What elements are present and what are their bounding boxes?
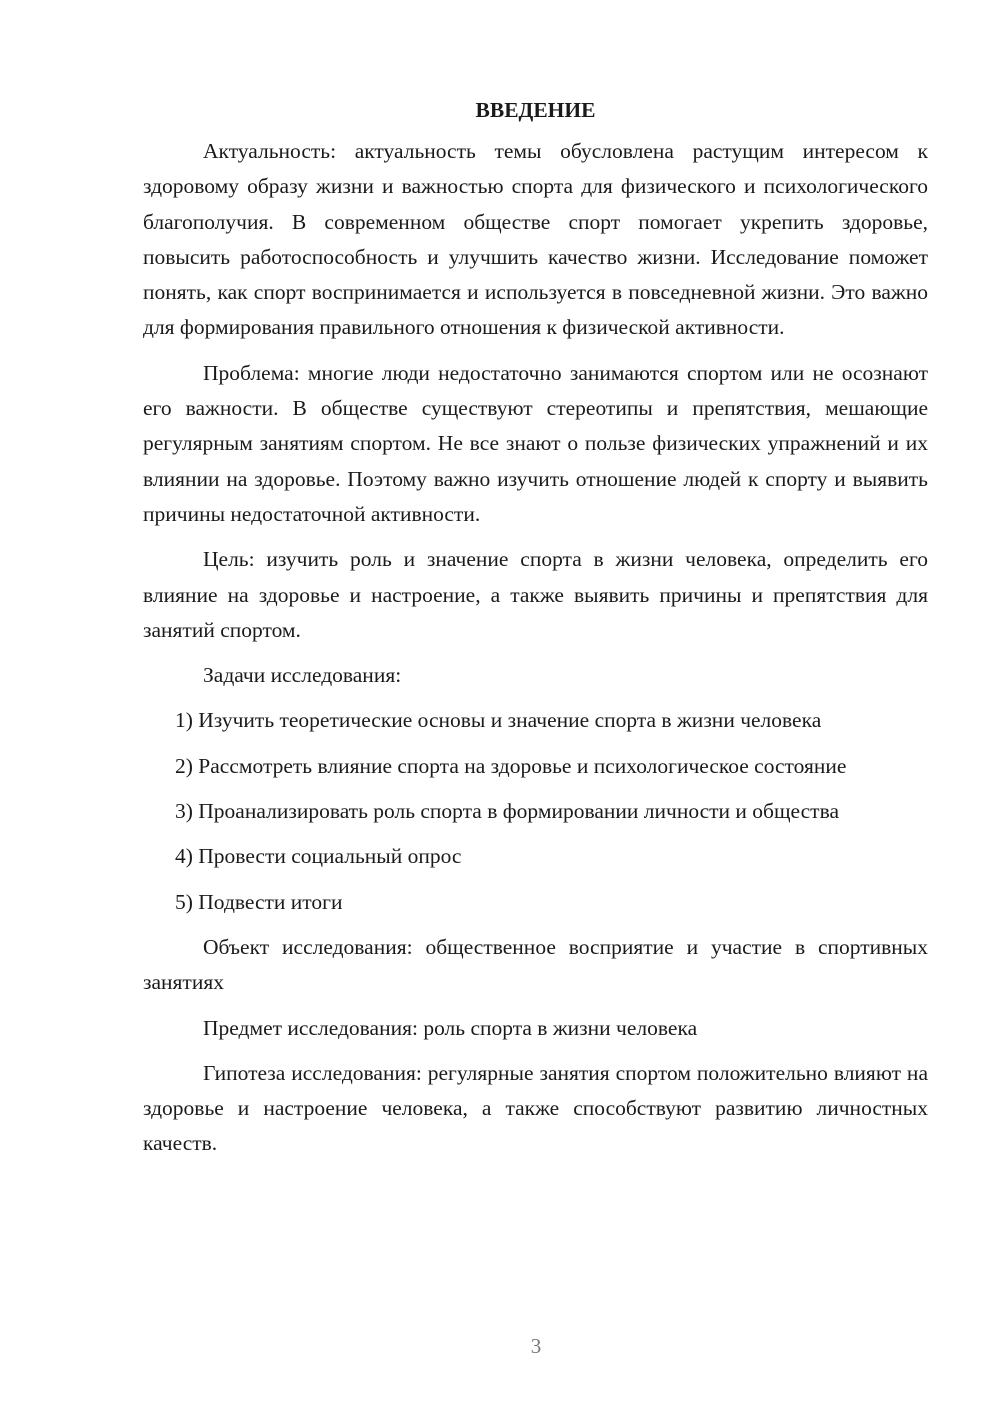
task-item-2: 2) Рассмотреть влияние спорта на здоровье и психологическое состояние <box>175 753 847 778</box>
tasks-title: Задачи исследования: <box>203 663 402 688</box>
object-paragraph: Объект исследования: общественное восприятие и участие в спортивных занятиях <box>143 934 928 995</box>
problem-paragraph: Проблема: многие люди недостаточно занимаются спортом или не осознают его важности. В обществе существуют стереотипы и препятствия, мешающие регулярным занятиям спортом. Не все знают о пользе физических упражнений и их влиянии на здоровье. Поэтому важно изучить отношение людей к спорту и выявить причины недостаточной активности. <box>143 360 928 526</box>
task-item-3: 3) Проанализировать роль спорта в формировании личности и общества <box>175 799 839 824</box>
task-item-4: 4) Провести социальный опрос <box>175 844 462 869</box>
hypothesis-paragraph: Гипотеза исследования: регулярные занятия спортом положительно влияют на здоровье и настроение человека, а также способствуют развитию личностных качеств. <box>143 1060 928 1156</box>
goal-paragraph: Цель: изучить роль и значение спорта в жизни человека, определить его влияние на здоровье и настроение, а также выявить причины и препятствия для занятий спортом. <box>143 547 928 642</box>
relevance-paragraph: Актуальность: актуальность темы обусловлена растущим интересом к здоровому образу жизни и важностью спорта для физического и психологического благополучия. В современном обществе спорт помогает укрепить здоровье, повысить работоспособность и улучшить качество жизни. Исследование поможет понять, как спорт воспринимается и используется в повседневной жизни. Это важно для формирования правильного отношения к физической активности. <box>143 139 928 340</box>
task-item-5: 5) Подвести итоги <box>175 889 343 914</box>
page-number: 3 <box>530 1334 542 1358</box>
task-item-1: 1) Изучить теоретические основы и значение спорта в жизни человека <box>175 708 822 733</box>
subject-paragraph: Предмет исследования: роль спорта в жизни человека <box>203 1015 698 1040</box>
document-body <box>143 93 928 1172</box>
section-heading: ВВЕДЕНИЕ <box>475 98 596 122</box>
